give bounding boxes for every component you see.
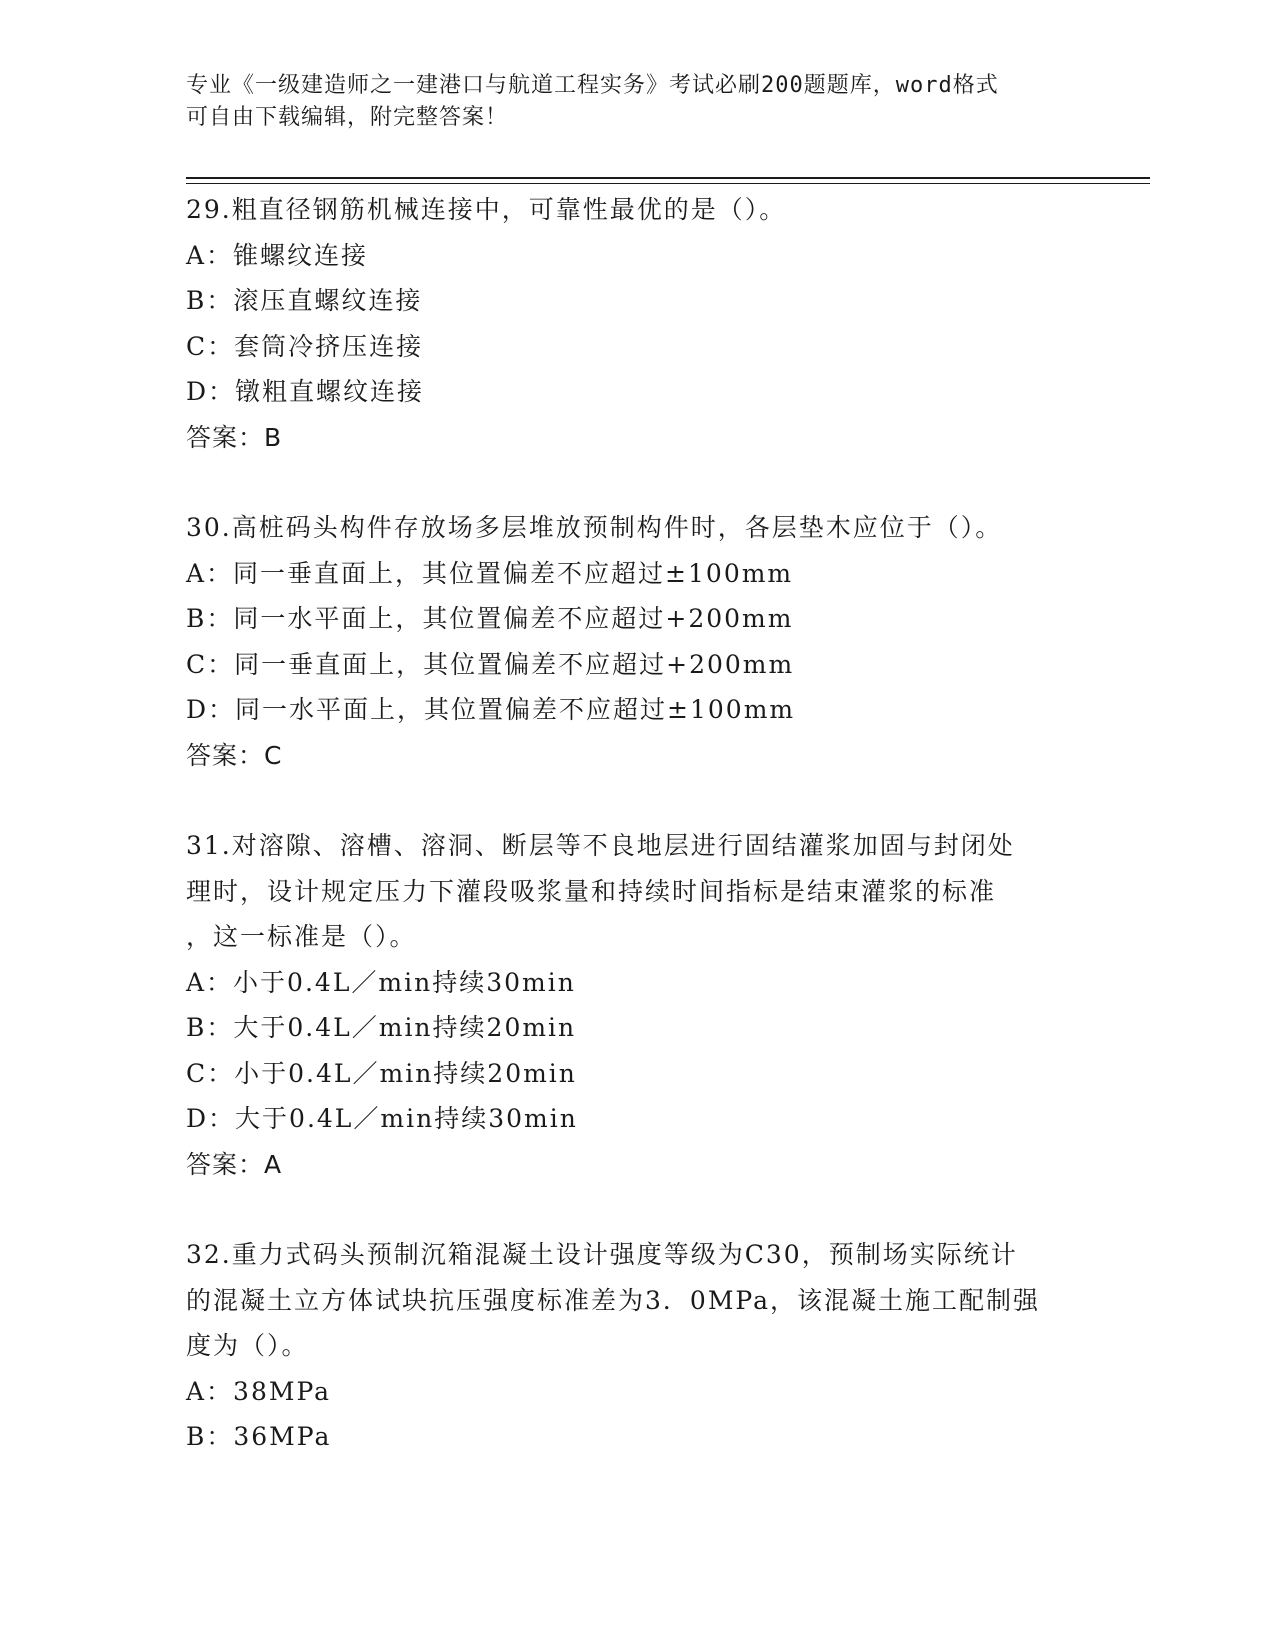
option-a: A：锥螺纹连接 xyxy=(186,240,369,270)
option-a: A：小于0.4L／min持续30min xyxy=(186,967,576,997)
question-stem-line-2: 理时，设计规定压力下灌段吸浆量和持续时间指标是结束灌浆的标准 xyxy=(186,876,997,906)
option-a: A：38MPa xyxy=(186,1376,332,1406)
question-30 xyxy=(186,505,1086,778)
question-stem-line-3: ，这一标准是（）。 xyxy=(186,922,417,951)
question-stem: 29.粗直径钢筋机械连接中，可靠性最优的是（）。 xyxy=(186,195,787,224)
document-header xyxy=(186,70,1086,134)
option-b: B：大于0.4L／min持续20min xyxy=(186,1013,577,1042)
option-d: D：大于0.4L／min持续30min xyxy=(186,1104,578,1133)
answer-line: 答案：B xyxy=(186,422,283,452)
answer-line: 答案：A xyxy=(186,1149,283,1179)
question-31 xyxy=(186,823,1086,1187)
question-stem: 30.高桩码头构件存放场多层堆放预制构件时，各层垫木应位于（）。 xyxy=(186,513,1003,542)
option-b: B：36MPa xyxy=(186,1422,332,1451)
question-32 xyxy=(186,1232,1086,1460)
header-line-1: 专业《一级建造师之一建港口与航道工程实务》考试必刷200题题库，word格式 xyxy=(186,73,999,98)
option-d: D：同一水平面上，其位置偏差不应超过±100mm xyxy=(186,695,796,724)
header-divider-thick xyxy=(186,177,1150,179)
question-29 xyxy=(186,187,1086,460)
question-stem-line-1: 31.对溶隙、溶槽、溶洞、断层等不良地层进行固结灌浆加固与封闭处 xyxy=(186,831,1015,860)
option-b: B：同一水平面上，其位置偏差不应超过+200mm xyxy=(186,604,794,633)
option-c: C：小于0.4L／min持续20min xyxy=(186,1058,577,1088)
option-b: B：滚压直螺纹连接 xyxy=(186,286,423,315)
option-a: A：同一垂直面上，其位置偏差不应超过±100mm xyxy=(186,558,794,588)
option-c: C：同一垂直面上，其位置偏差不应超过+200mm xyxy=(186,649,795,679)
option-c: C：套筒冷挤压连接 xyxy=(186,331,424,361)
answer-line: 答案：C xyxy=(186,740,283,770)
option-d: D：镦粗直螺纹连接 xyxy=(186,377,425,406)
header-line-2: 可自由下载编辑，附完整答案！ xyxy=(186,105,509,130)
header-divider-thin xyxy=(186,183,1150,184)
question-stem-line-1: 32.重力式码头预制沉箱混凝土设计强度等级为C30，预制场实际统计 xyxy=(186,1240,1018,1269)
question-stem-line-3: 度为（）。 xyxy=(186,1331,309,1360)
question-stem-line-2: 的混凝土立方体试块抗压强度标准差为3．0MPa，该混凝土施工配制强 xyxy=(186,1285,1041,1315)
question-list xyxy=(186,187,1086,1505)
